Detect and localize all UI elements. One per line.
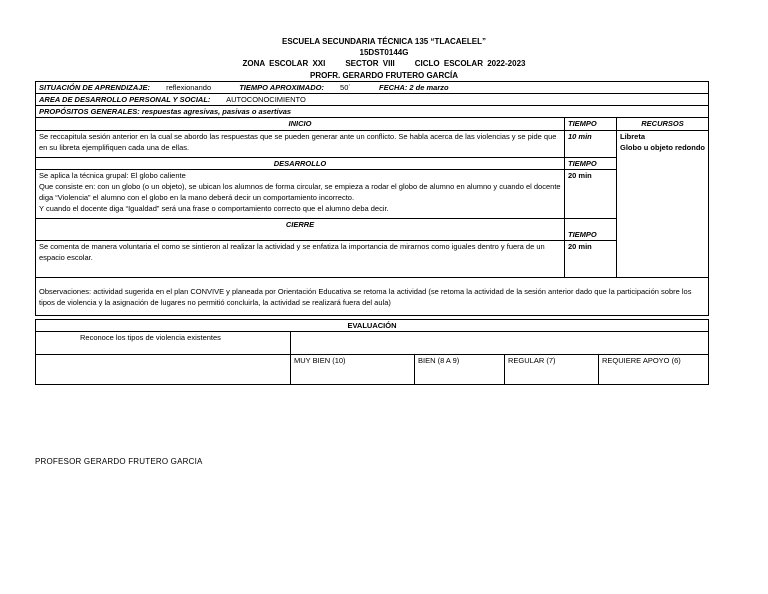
desarrollo-text [36,170,565,219]
date-label: FECHA: [378,83,408,92]
time-value: 50´ [340,83,351,92]
lesson-plan-table [35,81,709,316]
desarrollo-heading: DESARROLLO [36,158,565,170]
info-row-purposes [36,106,709,118]
evaluation-heading: EVALUACIÓN [36,320,709,332]
info-row-situation [36,82,709,94]
inicio-heading-row [36,118,709,131]
observaciones-row [36,278,709,316]
level-bien: BIEN (8 A 9) [415,355,505,385]
evaluation-heading-row [36,320,709,332]
school-zone-line [0,58,768,69]
desarrollo-line: Que consiste en: con un globo (o un objeto), se ubican los alumnos de forma circular, se empieza a rodar el globo de alumno en alumno y cuando el docente diga “Violencia” el alumno con el globo en la mano deberá decir un comportamiento incorrecto. [39,182,561,202]
inicio-time-heading: TIEMPO [565,118,617,131]
time-label: TIEMPO APROXIMADO: [239,83,324,92]
area-value: AUTOCONOCIMIENTO [226,95,306,104]
situation-value: reflexionando [166,83,212,92]
cierre-time: 20 min [565,241,617,278]
teacher-name: PROFR. GERARDO FRUTERO GARCÍA [310,71,458,80]
desarrollo-time-heading: TIEMPO [565,158,617,170]
resource-item: Libreta [620,132,646,141]
cierre-heading-row [36,219,709,241]
resources-heading: RECURSOS [617,118,709,131]
inicio-heading: INICIO [36,118,565,131]
evaluation-blank-cell [291,332,709,355]
sector: SECTOR VIII [345,59,395,68]
evaluation-criterion: Reconoce los tipos de violencia existentes [36,332,291,355]
desarrollo-time: 20 min [565,170,617,219]
level-regular: REGULAR (7) [505,355,599,385]
school-cycle: CICLO ESCOLAR 2022-2023 [414,59,526,68]
zone: ZONA ESCOLAR XXI [242,59,326,68]
desarrollo-line: Se aplica la técnica grupal: El globo caliente [39,171,186,180]
desarrollo-row [36,170,709,219]
inicio-text: Se reccapitula sesión anterior en la cual se abordo las respuestas que se pueden generar ante un conflicto. Se habla acerca de las violencias y se pide que en su libreta ejemplifiquen cada una de ellas. [36,131,565,158]
level-requiere-apoyo: REQUIERE APOYO (6) [599,355,709,385]
inicio-time: 10 min [565,131,617,158]
evaluation-criterion-row [36,332,709,355]
evaluation-table [35,319,709,385]
cierre-row [36,241,709,278]
situation-label: SITUACIÓN DE APRENDIZAJE: [39,83,150,92]
area-label: AREA DE DESARROLLO PERSONAL Y SOCIAL: [39,95,211,104]
inicio-row [36,131,709,158]
purposes-value: respuestas agresivas, pasivas o asertivas [141,107,292,116]
resource-item: Globo u objeto redondo [620,143,705,152]
school-name: ESCUELA SECUNDARIA TÉCNICA 135 “TLACAELEL” [281,37,486,46]
info-row-area [36,94,709,106]
desarrollo-line: Y cuando el docente diga “Igualdad” será una frase o comportamiento correcto que el alumno deba decir. [39,204,389,213]
school-code: 15DST0144G [359,48,409,57]
desarrollo-heading-row [36,158,709,170]
cierre-time-heading: TIEMPO [565,219,617,241]
evaluation-levels-row [36,355,709,385]
purposes-label: PROPÓSITOS GENERALES: [39,107,140,116]
cierre-text: Se comenta de manera voluntaria el como se sintieron al realizar la actividad y se enfatiza la importancia de mirarnos como iguales dentro y fuera de un espacio escolar. [36,241,565,278]
observaciones-text: Observaciones: actividad sugerida en el plan CONVIVE y planeada por Orientación Educativa se retoma la actividad (se retoma la actividad de la sesión anterior dado que la participación sobre los tipos de violencia y la asignación de lugares no permitió concluirla, la actividad se realizará fuera del aula) [36,278,709,316]
footer-signature: PROFESOR GERARDO FRUTERO GARCIA [35,457,203,466]
cierre-heading: CIERRE [36,219,565,241]
evaluation-empty-cell [36,355,291,385]
level-muy-bien: MUY BIEN (10) [291,355,415,385]
resources-cell [617,131,709,278]
date-value: 2 de marzo [409,83,449,92]
